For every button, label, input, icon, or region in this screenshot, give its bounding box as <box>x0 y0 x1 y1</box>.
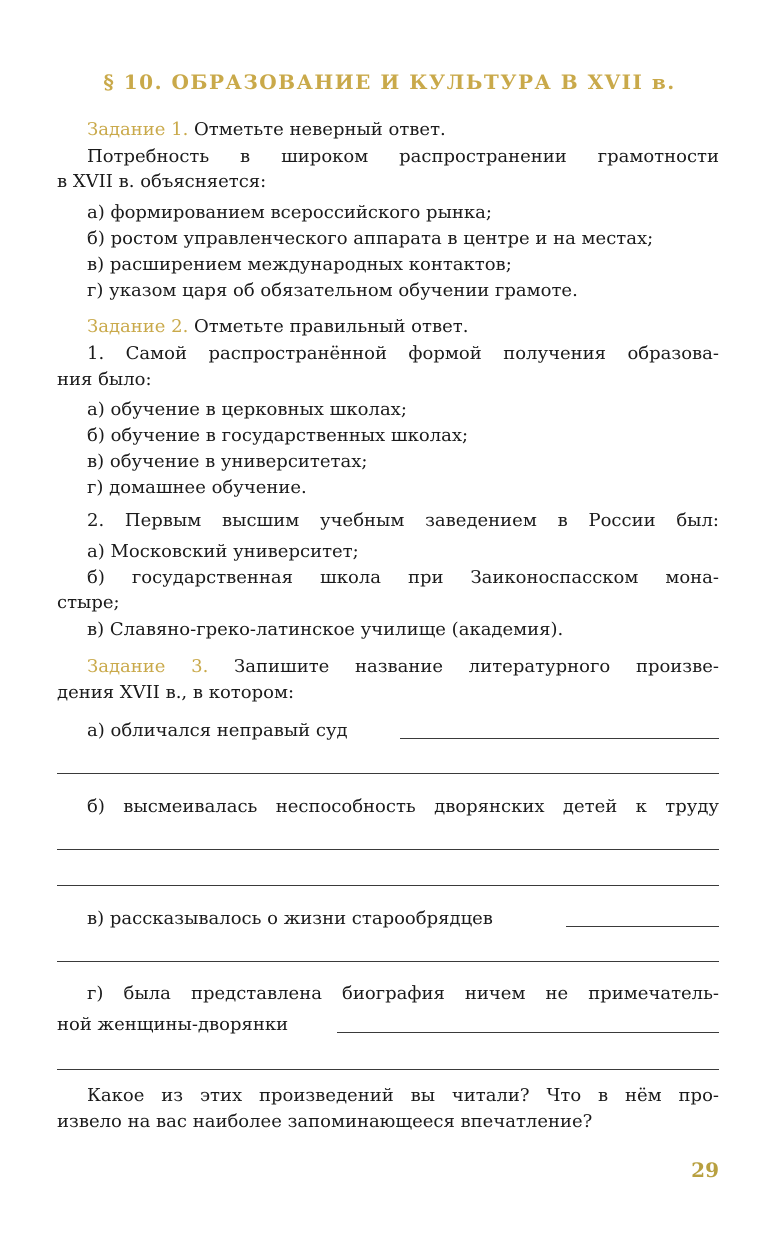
task1-heading <box>87 118 446 142</box>
task1-question-line2: в XVII в. объясняется: <box>57 171 267 192</box>
task3-heading <box>87 655 719 679</box>
task2-q2-option-a[interactable]: а) Московский университет; <box>87 541 359 562</box>
section-title: § 10. ОБРАЗОВАНИЕ И КУЛЬТУРА В XVII в. <box>103 70 676 94</box>
task2-q2-option-c[interactable]: в) Славяно-греко-латинское училище (академия). <box>87 619 564 640</box>
closing-question-line1: Какое из этих произведений вы читали? Что в нём про- <box>87 1085 719 1106</box>
task3-label: Задание 3. <box>87 656 209 677</box>
task2-q2: 2. Первым высшим учебным заведением в России был: <box>87 510 719 531</box>
task1-question-line1: Потребность в широком распространении грамотности <box>87 146 719 167</box>
answer-line-b2[interactable] <box>57 885 719 886</box>
answer-line-d1[interactable] <box>337 1032 719 1033</box>
task2-q2-option-b[interactable]: б) государственная школа при Заиконоспасском мона- <box>87 567 719 588</box>
task3-item-d-line1: г) была представлена биография ничем не примечатель- <box>87 983 719 1004</box>
task1-option-a[interactable]: а) формированием всероссийского рынка; <box>87 202 492 223</box>
task2-q1-line2: ния было: <box>57 369 152 390</box>
task1-option-d[interactable]: г) указом царя об обязательном обучении грамоте. <box>87 280 578 301</box>
task2-q1-option-a[interactable]: а) обучение в церковных школах; <box>87 399 407 420</box>
task1-label: Задание 1. <box>87 119 189 140</box>
task1-option-c[interactable]: в) расширением международных контактов; <box>87 254 512 275</box>
answer-line-a1[interactable] <box>400 738 719 739</box>
task2-q1-line1: 1. Самой распространённой формой получения образова- <box>87 343 719 364</box>
task3-instruction-line2: дения XVII в., в котором: <box>57 682 295 703</box>
task3-item-a: а) обличался неправый суд <box>87 720 348 741</box>
task3-instruction-line1: Запишите название литературного произве- <box>234 656 719 677</box>
answer-line-c1[interactable] <box>566 926 719 927</box>
task1-option-b[interactable]: б) ростом управленческого аппарата в центре и на местах; <box>87 228 654 249</box>
task2-q1-option-b[interactable]: б) обучение в государственных школах; <box>87 425 469 446</box>
task2-label: Задание 2. <box>87 316 189 337</box>
answer-line-d2[interactable] <box>57 1069 719 1070</box>
task2-q1-option-d[interactable]: г) домашнее обучение. <box>87 477 307 498</box>
task2-heading <box>87 315 468 339</box>
page-number: 29 <box>691 1158 719 1182</box>
answer-line-b1[interactable] <box>57 849 719 850</box>
answer-line-c2[interactable] <box>57 961 719 962</box>
task3-item-b: б) высмеивалась неспособность дворянских детей к труду <box>87 796 719 817</box>
task2-q2-option-b-cont[interactable]: стыре; <box>57 592 120 613</box>
task1-instruction: Отметьте неверный ответ. <box>194 119 446 140</box>
task3-item-d-line2: ной женщины-дворянки <box>57 1014 289 1035</box>
answer-line-a2[interactable] <box>57 773 719 774</box>
closing-question-line2: извело на вас наиболее запоминающееся впечатление? <box>57 1111 593 1132</box>
task3-item-c: в) рассказывалось о жизни старообрядцев <box>87 908 493 929</box>
task2-instruction: Отметьте правильный ответ. <box>194 316 469 337</box>
task2-q1-option-c[interactable]: в) обучение в университетах; <box>87 451 368 472</box>
